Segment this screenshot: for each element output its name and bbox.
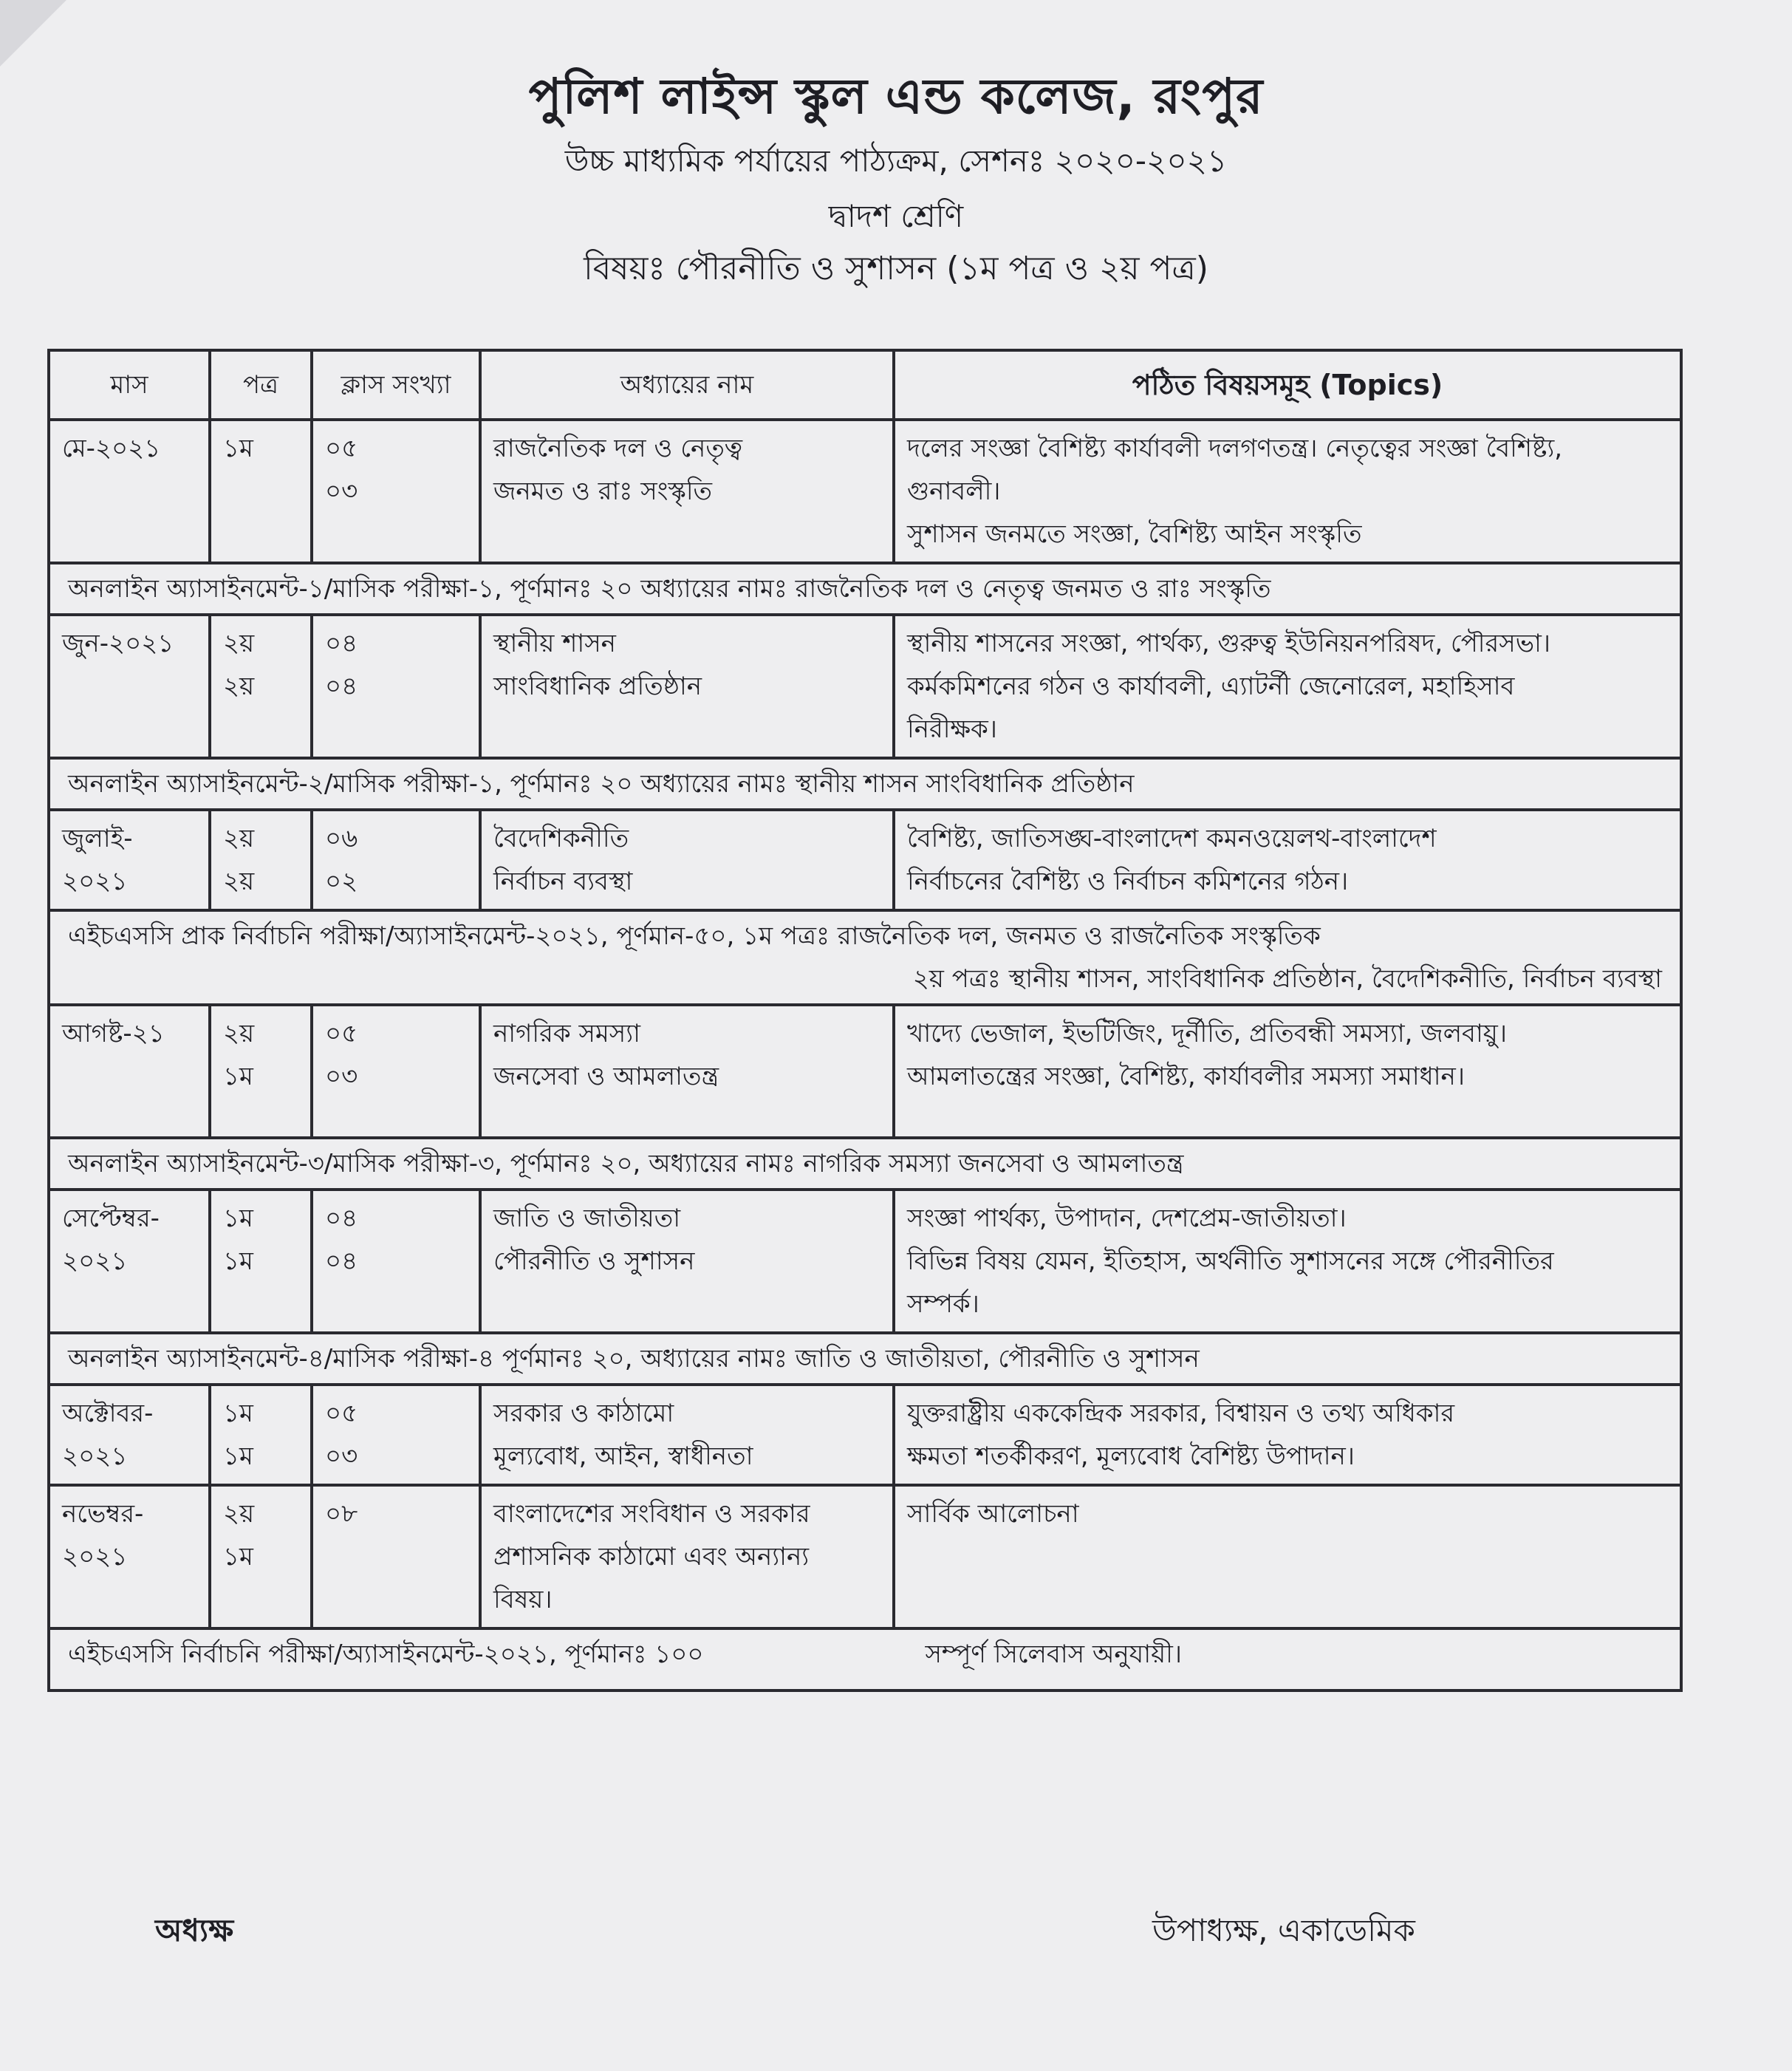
table-row [49, 1005, 1681, 1138]
month-cell [49, 1385, 210, 1485]
exam-note [49, 910, 1681, 1005]
paper-cell [210, 420, 312, 563]
classes-cell [312, 1385, 480, 1485]
chapter-text: প্রশাসনিক কাঠামো এবং অন্যান্য [493, 1542, 810, 1572]
paper-cell [210, 1190, 312, 1333]
classes-text: ০৩ [325, 1441, 358, 1471]
principal-signature-label: অধ্যক্ষ [155, 1912, 234, 1948]
chapter-cell [480, 810, 894, 910]
topics-text: দলের সংজ্ঞা বৈশিষ্ট্য কার্যাবলী দলগণতন্ত্র। নেতৃত্বের সংজ্ঞা বৈশিষ্ট্য, [907, 434, 1563, 463]
chapter-text: বিষয়। [493, 1585, 553, 1614]
chapter-cell [480, 1190, 894, 1333]
paper-text: ১ম [223, 1204, 253, 1233]
classes-text: ০৫ [325, 1399, 358, 1428]
topics-cell [894, 1005, 1681, 1138]
paper-cell [210, 1385, 312, 1485]
paper-text: ১ম [223, 434, 253, 463]
month-text: ২০২১ [62, 1246, 128, 1276]
classes-text: ০৪ [325, 1246, 358, 1276]
classes-text: ০২ [325, 867, 358, 896]
chapter-text: মূল্যবোধ, আইন, স্বাধীনতা [493, 1441, 753, 1471]
topics-cell [894, 810, 1681, 910]
paper-text: ২য় [223, 1499, 255, 1529]
month-text: ২০২১ [62, 1542, 128, 1572]
chapter-cell [480, 1485, 894, 1628]
exam-note-line: ২য় পত্রঃ স্থানীয় শাসন, সাংবিধানিক প্রতিষ্ঠান, বৈদেশিকনীতি, নির্বাচন ব্যবস্থা [912, 964, 1662, 994]
topics-cell [894, 1190, 1681, 1333]
table-row [49, 615, 1681, 758]
exam-note: অনলাইন অ্যাসাইনমেন্ট-৪/মাসিক পরীক্ষা-৪ পূর্ণমানঃ ২০, অধ্যায়ের নামঃ জাতি ও জাতীয়তা, পৌরনীতি ও সুশাসন [49, 1333, 1681, 1385]
month-text: ২০২১ [62, 1441, 128, 1471]
chapter-text: বৈদেশিকনীতি [493, 824, 629, 853]
topics-text: নিরীক্ষক। [907, 714, 997, 744]
classes-text: ০৬ [325, 824, 358, 853]
chapter-text: জনমত ও রাঃ সংস্কৃতি [493, 477, 713, 506]
exam-note: অনলাইন অ্যাসাইনমেন্ট-৩/মাসিক পরীক্ষা-৩, পূর্ণমানঃ ২০, অধ্যায়ের নামঃ নাগরিক সমস্যা জনসেবা ও আমলাতন্ত্র [49, 1138, 1681, 1190]
topics-text: আমলাতন্ত্রের সংজ্ঞা, বৈশিষ্ট্য, কার্যাবলীর সমস্যা সমাধান। [907, 1062, 1465, 1091]
exam-note-line: এইচএসসি নির্বাচনি পরীক্ষা/অ্যাসাইনমেন্ট-২০২১, পূর্ণমানঃ ১০০ [68, 1640, 704, 1669]
chapter-text: স্থানীয় শাসন [493, 629, 616, 658]
topics-text: সংজ্ঞা পার্থক্য, উপাদান, দেশপ্রেম-জাতীয়তা। [907, 1204, 1347, 1233]
month-cell [49, 810, 210, 910]
topics-text: গুনাবলী। [907, 477, 1001, 506]
paper-text: ১ম [223, 1399, 253, 1428]
chapter-cell [480, 615, 894, 758]
table-row [49, 1485, 1681, 1628]
topics-text: স্থানীয় শাসনের সংজ্ঞা, পার্থক্য, গুরুত্ব ইউনিয়নপরিষদ, পৌরসভা। [907, 629, 1551, 658]
topics-text: খাদ্যে ভেজাল, ইভটিজিং, দূর্নীতি, প্রতিবন্ধী সমস্যা, জলবায়ু। [907, 1019, 1507, 1048]
paper-text: ১ম [223, 1246, 253, 1276]
chapter-text: রাজনৈতিক দল ও নেতৃত্ব [493, 434, 743, 463]
paper-text: ২য় [223, 824, 255, 853]
chapter-text: বাংলাদেশের সংবিধান ও সরকার [493, 1499, 810, 1529]
table-row [49, 1385, 1681, 1485]
topics-text: সার্বিক আলোচনা [907, 1499, 1079, 1529]
classes-text: ০৪ [325, 629, 358, 658]
classes-cell [312, 810, 480, 910]
chapter-text: জাতি ও জাতীয়তা [493, 1204, 681, 1233]
exam-note-line: সম্পূর্ণ সিলেবাস অনুযায়ী। [925, 1640, 1183, 1669]
table-row [49, 1190, 1681, 1333]
exam-note-row [49, 1138, 1681, 1190]
table-row [49, 810, 1681, 910]
exam-note-line: এইচএসসি প্রাক নির্বাচনি পরীক্ষা/অ্যাসাইনমেন্ট-২০২১, পূর্ণমান-৫০, ১ম পত্রঃ রাজনৈতিক দল, জনমত ও রাজনৈতিক সংস্কৃতিক [68, 921, 1321, 951]
school-title: পুলিশ লাইন্স স্কুল এন্ড কলেজ, রংপুর [528, 68, 1264, 125]
month-cell [49, 420, 210, 563]
chapter-text: সাংবিধানিক প্রতিষ্ঠান [493, 672, 702, 701]
month-text: আগষ্ট-২১ [62, 1019, 165, 1048]
paper-text: ১ম [223, 1542, 253, 1572]
chapter-cell [480, 420, 894, 563]
chapter-text: পৌরনীতি ও সুশাসন [493, 1246, 695, 1276]
topics-text: বিভিন্ন বিষয় যেমন, ইতিহাস, অর্থনীতি সুশাসনের সঙ্গে পৌরনীতির [907, 1246, 1554, 1276]
exam-note-row [49, 1628, 1681, 1690]
paper-cell [210, 1005, 312, 1138]
chapter-text: নির্বাচন ব্যবস্থা [493, 867, 633, 896]
col-header-month: মাস [49, 350, 210, 420]
exam-note: অনলাইন অ্যাসাইনমেন্ট-২/মাসিক পরীক্ষা-১, পূর্ণমানঃ ২০ অধ্যায়ের নামঃ স্থানীয় শাসন সাংবিধানিক প্রতিষ্ঠান [49, 758, 1681, 810]
month-text: জুলাই- [62, 824, 133, 853]
month-text: মে-২০২১ [62, 434, 161, 463]
paper-text: ২য় [223, 629, 255, 658]
vice-principal-signature-label: উপাধ্যক্ষ, একাডেমিক [1152, 1912, 1415, 1948]
chapter-cell [480, 1005, 894, 1138]
month-cell [49, 1005, 210, 1138]
paper-text: ২য় [223, 672, 255, 701]
exam-note: অনলাইন অ্যাসাইনমেন্ট-১/মাসিক পরীক্ষা-১, পূর্ণমানঃ ২০ অধ্যায়ের নামঃ রাজনৈতিক দল ও নেতৃত্ব জনমত ও রাঃ সংস্কৃতি [49, 563, 1681, 615]
topics-text: বৈশিষ্ট্য, জাতিসঙ্ঘ-বাংলাদেশ কমনওয়েলথ-বাংলাদেশ [907, 824, 1437, 853]
month-text: জুন-২০২১ [62, 629, 174, 658]
topics-text: নির্বাচনের বৈশিষ্ট্য ও নির্বাচন কমিশনের গঠন। [907, 867, 1349, 896]
class-name: দ্বাদশ শ্রেণি [828, 198, 964, 234]
exam-note-row [49, 563, 1681, 615]
col-header-topics: পঠিত বিষয়সমূহ (Topics) [894, 350, 1681, 420]
classes-text: ০৮ [325, 1499, 358, 1529]
paper-cell [210, 615, 312, 758]
classes-cell [312, 1485, 480, 1628]
col-header-chapter: অধ্যায়ের নাম [480, 350, 894, 420]
month-text: ২০২১ [62, 867, 128, 896]
topics-cell [894, 420, 1681, 563]
topics-text: কর্মকমিশনের গঠন ও কার্যাবলী, এ্যাটর্নী জেনোরেল, মহাহিসাব [907, 672, 1515, 701]
month-cell [49, 615, 210, 758]
topics-text: যুক্তরাষ্ট্রীয় এককেন্দ্রিক সরকার, বিশ্বায়ন ও তথ্য অধিকার [907, 1399, 1455, 1428]
chapter-text: সরকার ও কাঠামো [493, 1399, 674, 1428]
month-text: সেপ্টেম্বর- [62, 1204, 160, 1233]
topics-cell [894, 1485, 1681, 1628]
exam-note-row [49, 910, 1681, 1005]
topics-text: সুশাসন জনমতে সংজ্ঞা, বৈশিষ্ট্য আইন সংস্কৃতি [907, 519, 1362, 549]
paper-cell [210, 1485, 312, 1628]
paper-text: ১ম [223, 1441, 253, 1471]
col-header-classes: ক্লাস সংখ্যা [312, 350, 480, 420]
exam-note-row [49, 1333, 1681, 1385]
table-header-row [49, 350, 1681, 420]
paper-text: ২য় [223, 1019, 255, 1048]
curriculum-subtitle: উচ্চ মাধ্যমিক পর্যায়ের পাঠ্যক্রম, সেশনঃ ২০২০-২০২১ [564, 143, 1228, 179]
topics-cell [894, 615, 1681, 758]
folded-corner [0, 0, 66, 66]
classes-text: ০৪ [325, 1204, 358, 1233]
classes-cell [312, 420, 480, 563]
exam-note [49, 1628, 1681, 1690]
month-cell [49, 1485, 210, 1628]
exam-note-row [49, 758, 1681, 810]
topics-text: সম্পর্ক। [907, 1289, 979, 1319]
col-header-paper: পত্র [210, 350, 312, 420]
month-text: নভেম্বর- [62, 1499, 144, 1529]
classes-text: ০৫ [325, 1019, 358, 1048]
month-cell [49, 1190, 210, 1333]
chapter-text: নাগরিক সমস্যা [493, 1019, 640, 1048]
classes-cell [312, 615, 480, 758]
classes-text: ০৪ [325, 672, 358, 701]
chapter-cell [480, 1385, 894, 1485]
paper-cell [210, 810, 312, 910]
month-text: অক্টোবর- [62, 1399, 154, 1428]
paper-text: ১ম [223, 1062, 253, 1091]
paper-text: ২য় [223, 867, 255, 896]
topics-cell [894, 1385, 1681, 1485]
classes-text: ০৩ [325, 1062, 358, 1091]
syllabus-table [47, 349, 1683, 1692]
topics-text: ক্ষমতা শতর্কীকরণ, মূল্যবোধ বৈশিষ্ট্য উপাদান। [907, 1441, 1355, 1471]
classes-text: ০৩ [325, 477, 358, 506]
subject-line: বিষয়ঃ পৌরনীতি ও সুশাসন (১ম পত্র ও ২য় পত্র) [584, 250, 1208, 287]
classes-text: ০৫ [325, 434, 358, 463]
classes-cell [312, 1190, 480, 1333]
chapter-text: জনসেবা ও আমলাতন্ত্র [493, 1062, 719, 1091]
table-row [49, 420, 1681, 563]
classes-cell [312, 1005, 480, 1138]
